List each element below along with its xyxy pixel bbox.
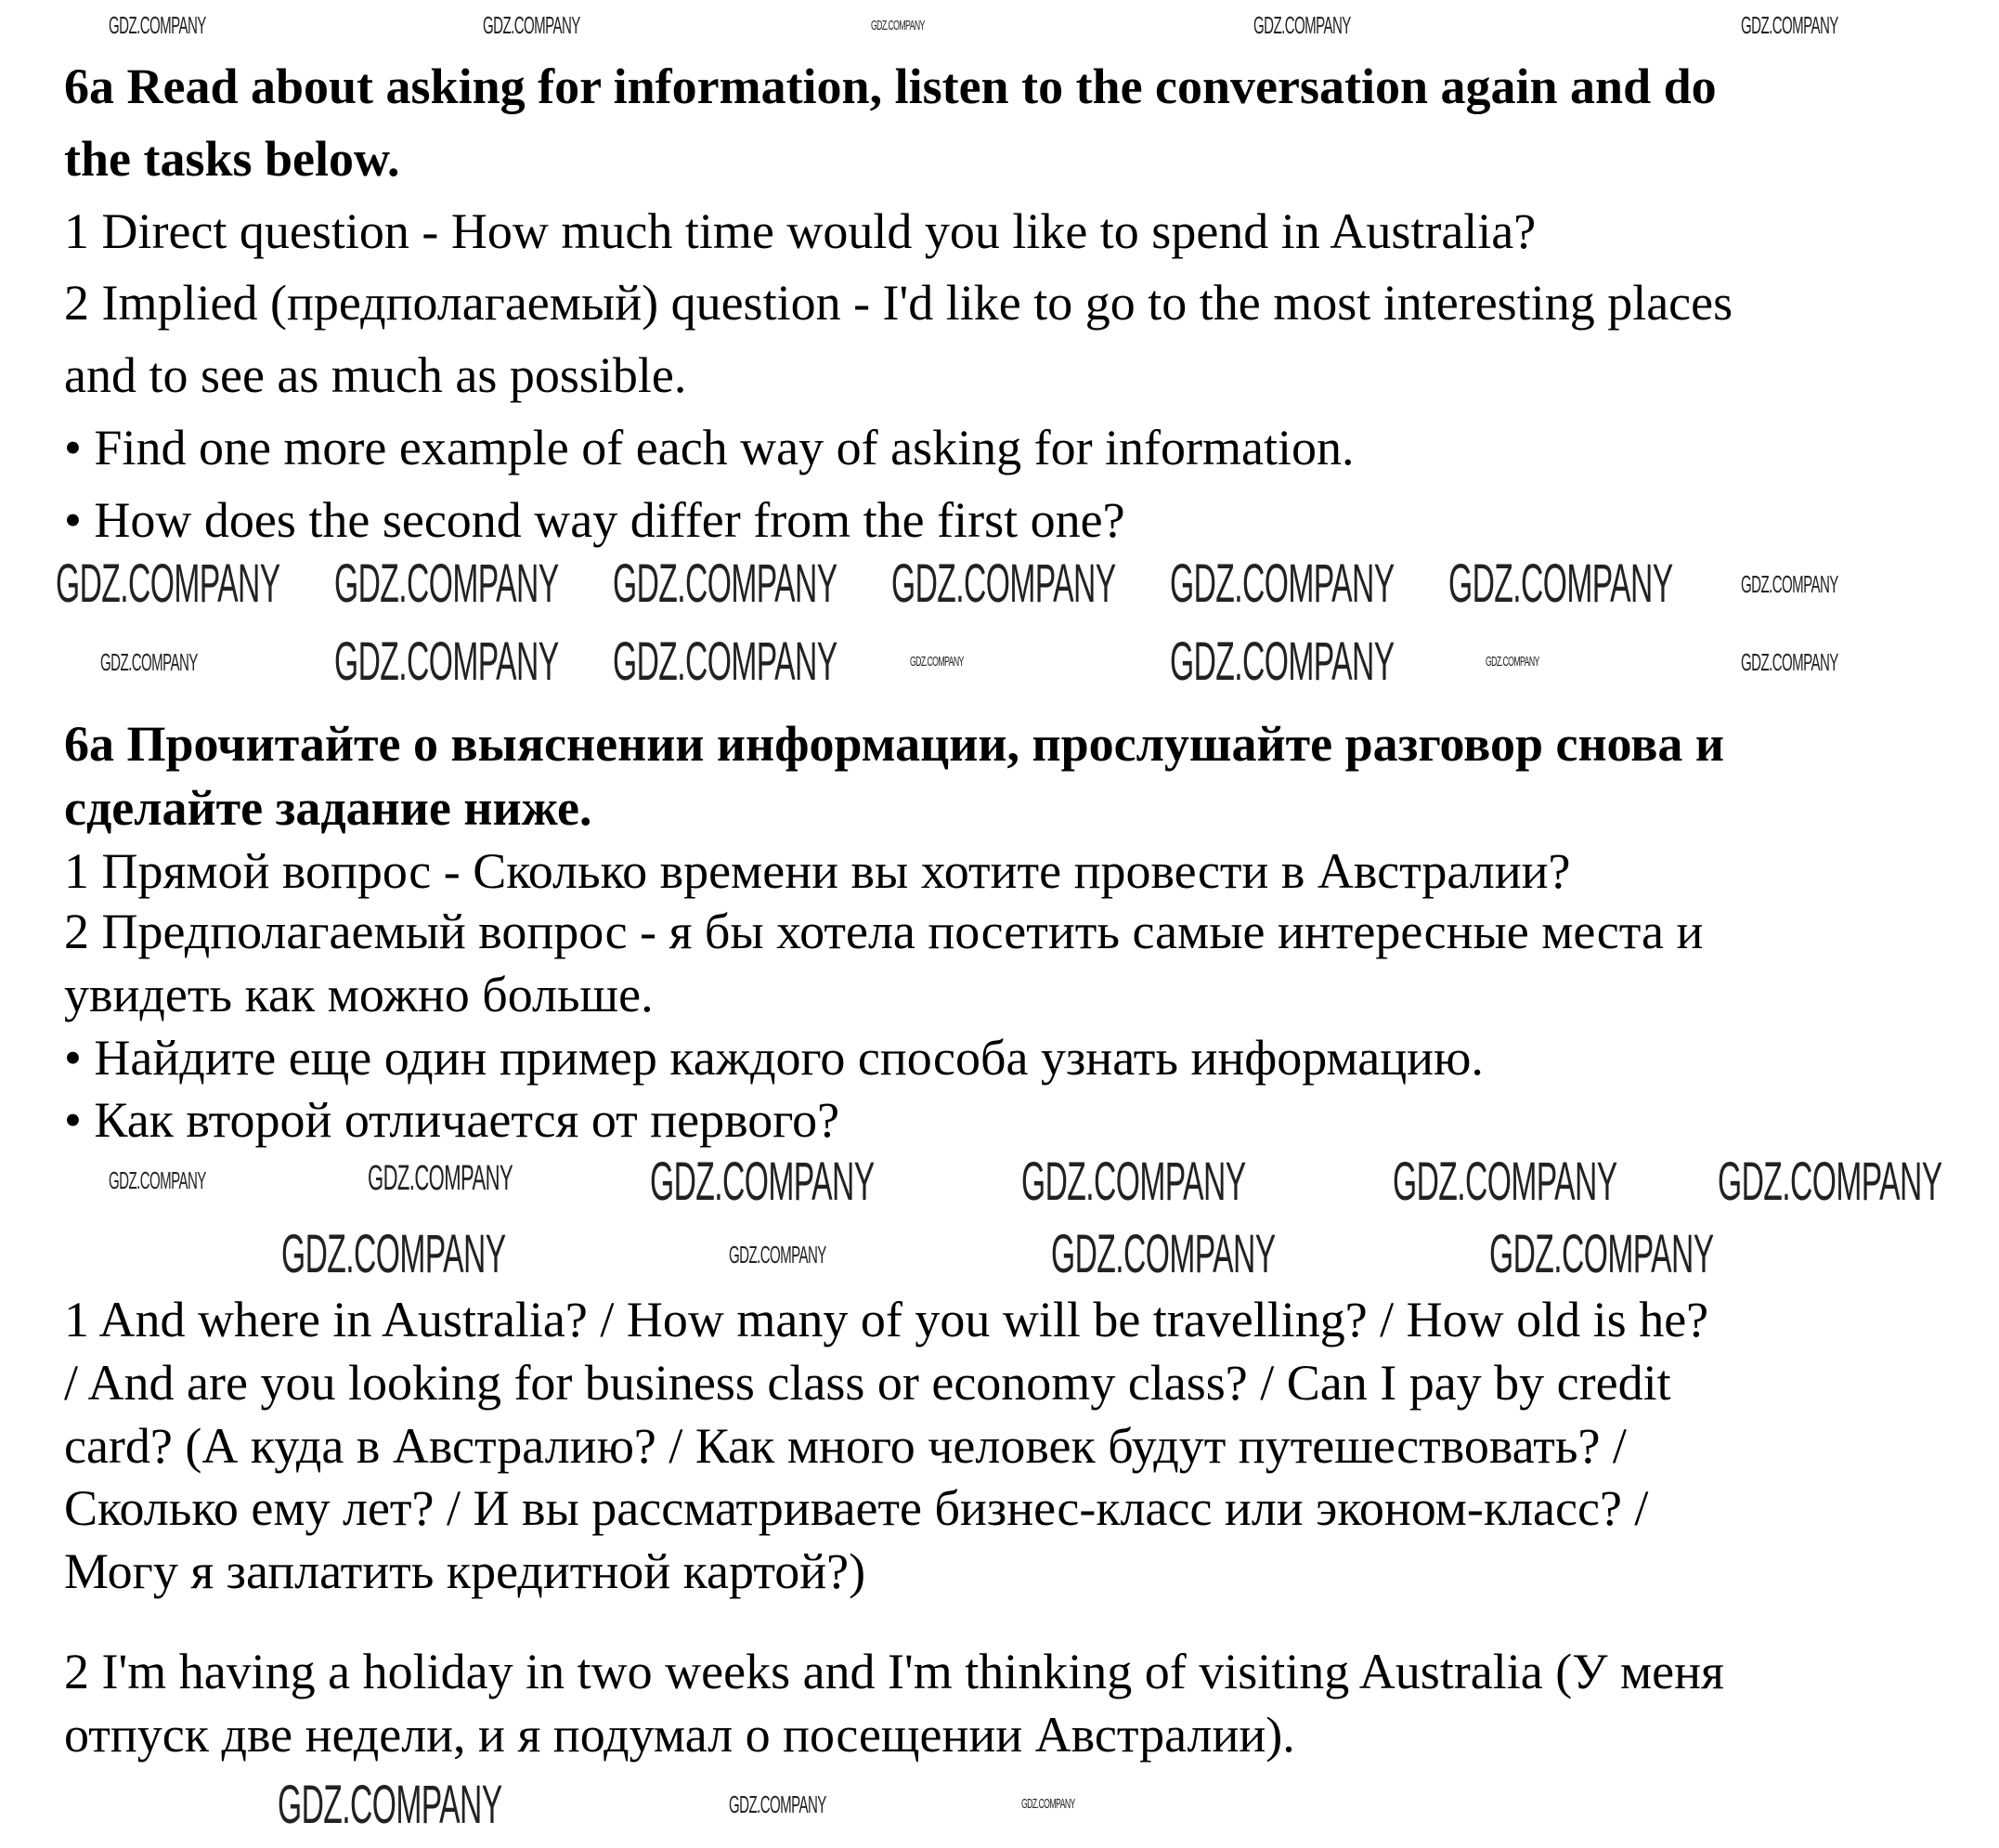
watermark: GDZ.COMPANY [1489, 1224, 1714, 1284]
text-line: 1 Direct question - How much time would you like to spend in Australia? [64, 203, 1537, 259]
watermark: GDZ.COMPANY [1021, 1152, 1246, 1212]
watermark: GDZ.COMPANY [1718, 1152, 1942, 1212]
watermark: GDZ.COMPANY [871, 18, 925, 33]
text-line: • Find one more example of each way of asking for information. [64, 420, 1355, 475]
text-line: and to see as much as possible. [64, 347, 687, 403]
text-line: • Как второй отличается от первого? [64, 1092, 840, 1148]
answer-line: Могу я заплатить кредитной картой?) [64, 1543, 866, 1599]
answer-line: 1 And where in Australia? / How many of you will be travelling? / How old is he? [64, 1292, 1709, 1347]
watermark: GDZ.COMPANY [1021, 1796, 1075, 1812]
watermark: GDZ.COMPANY [334, 553, 559, 614]
watermark: GDZ.COMPANY [1741, 570, 1838, 598]
text-line: 2 Implied (предполагаемый) question - I'd like to go to the most interesting places [64, 275, 1733, 331]
heading-en-line-2: the tasks below. [64, 131, 400, 187]
watermark: GDZ.COMPANY [1741, 11, 1838, 39]
answer-line: 2 I'm having a holiday in two weeks and I'm thinking of visiting Australia (У меня [64, 1644, 1724, 1699]
watermark: GDZ.COMPANY [109, 11, 206, 39]
answer-line: Сколько ему лет? / И вы рассматриваете бизнес-класс или эконом-класс? / [64, 1480, 1649, 1536]
watermark: GDZ.COMPANY [1170, 631, 1395, 692]
answer-line: / And are you looking for business class or economy class? / Can I pay by credit [64, 1355, 1671, 1411]
watermark: GDZ.COMPANY [1253, 11, 1351, 39]
watermark: GDZ.COMPANY [109, 1166, 206, 1194]
watermark: GDZ.COMPANY [368, 1159, 513, 1198]
watermark: GDZ.COMPANY [278, 1775, 502, 1835]
watermark: GDZ.COMPANY [729, 1241, 826, 1269]
watermark: GDZ.COMPANY [729, 1790, 826, 1818]
watermark: GDZ.COMPANY [334, 631, 559, 692]
watermark: GDZ.COMPANY [613, 553, 837, 614]
watermark: GDZ.COMPANY [613, 631, 837, 692]
text-line: 2 Предполагаемый вопрос - я бы хотела посетить самые интересные места и [64, 904, 1704, 959]
heading-ru-line-1: 6a Прочитайте о выяснении информации, прослушайте разговор снова и [64, 716, 1724, 772]
answer-line: card? (А куда в Австралию? / Как много человек будут путешествовать? / [64, 1418, 1627, 1474]
heading-ru-line-2: сделайте задание ниже. [64, 780, 592, 836]
watermark: GDZ.COMPANY [1741, 648, 1838, 676]
watermark: GDZ.COMPANY [650, 1152, 875, 1212]
text-line: увидеть как можно больше. [64, 967, 654, 1022]
text-line: • How does the second way differ from the first one? [64, 492, 1125, 548]
watermark: GDZ.COMPANY [1448, 553, 1673, 614]
watermark: GDZ.COMPANY [910, 654, 964, 670]
watermark: GDZ.COMPANY [1393, 1152, 1617, 1212]
watermark: GDZ.COMPANY [100, 648, 198, 676]
watermark: GDZ.COMPANY [891, 553, 1116, 614]
watermark: GDZ.COMPANY [281, 1224, 506, 1284]
watermark: GDZ.COMPANY [1051, 1224, 1276, 1284]
watermark: GDZ.COMPANY [56, 553, 280, 614]
watermark: GDZ.COMPANY [483, 11, 580, 39]
heading-en-line-1: 6a Read about asking for information, listen to the conversation again and do [64, 59, 1717, 114]
text-line: 1 Прямой вопрос - Сколько времени вы хотите провести в Австралии? [64, 843, 1571, 899]
text-line: • Найдите еще один пример каждого способа узнать информацию. [64, 1030, 1484, 1086]
watermark: GDZ.COMPANY [1170, 553, 1395, 614]
watermark: GDZ.COMPANY [1486, 654, 1539, 670]
answer-line: отпуск две недели, и я подумал о посещении Австралии). [64, 1707, 1295, 1763]
